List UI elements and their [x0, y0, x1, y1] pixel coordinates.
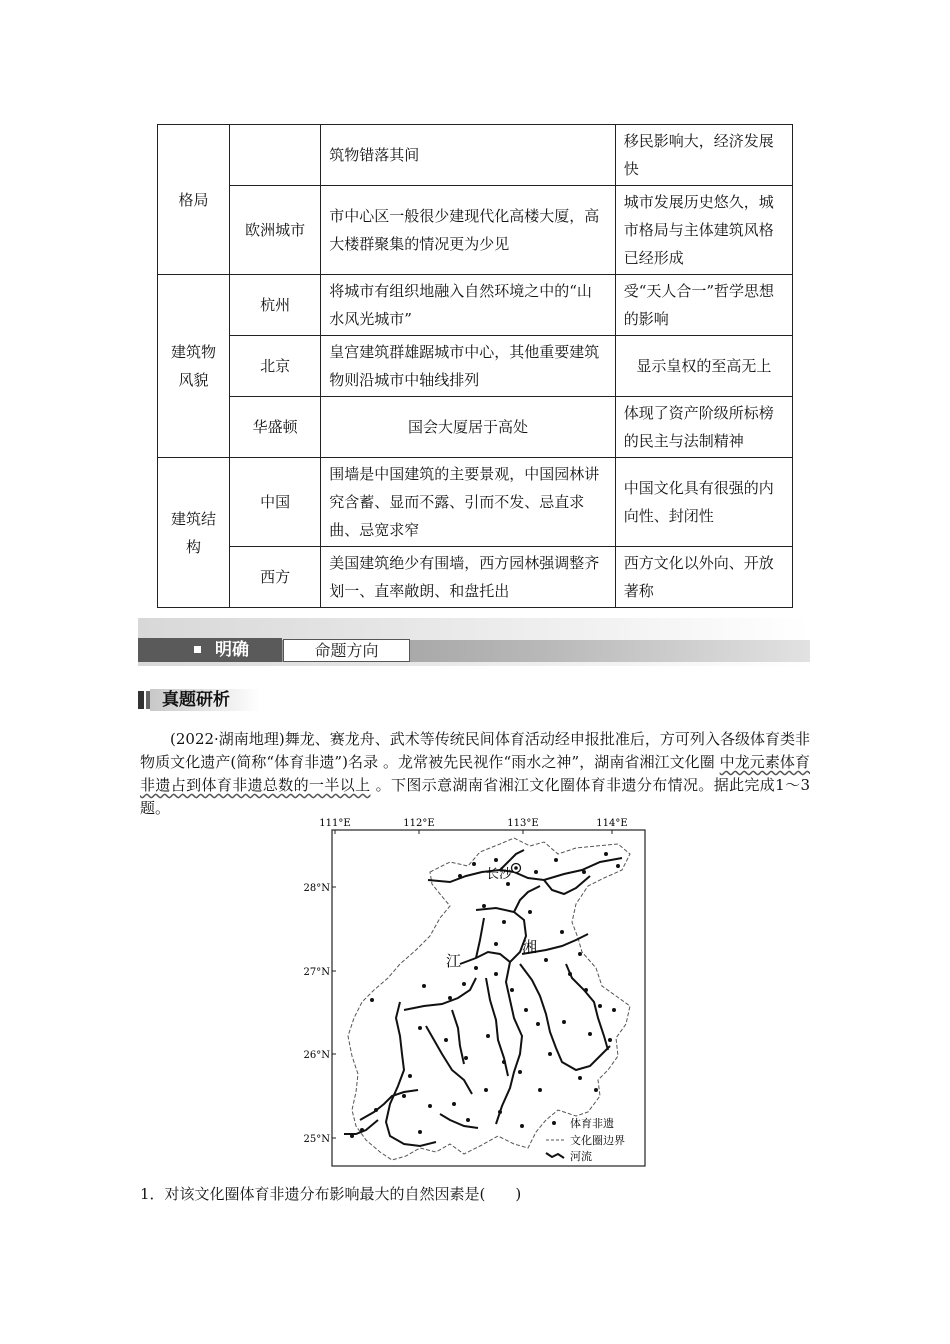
lat-label: 26°N — [303, 1050, 330, 1061]
lon-label: 114°E — [596, 818, 628, 829]
subject-cell: 杭州 — [230, 275, 321, 336]
lon-label: 111°E — [319, 818, 351, 829]
svg-text:河流: 河流 — [570, 1150, 592, 1163]
reason-cell: 移民影响大，经济发展快 — [615, 125, 792, 186]
city-label: 长沙 — [486, 867, 513, 882]
distribution-map — [300, 814, 650, 1170]
section-banner — [138, 618, 810, 666]
category-cell: 建筑结构 — [158, 458, 230, 608]
banner-label-right: 命题方向 — [283, 639, 410, 662]
question-1: 1．对该文化圈体育非遗分布影响最大的自然因素是( ) — [140, 1185, 522, 1203]
table-row — [158, 458, 793, 547]
svg-text:体育非遗: 体育非遗 — [570, 1117, 614, 1130]
question-intro: (2022·湖南地理)舞龙、赛龙舟、武术等传统民间体育活动经申报批准后，方可列入各级体育类非物质文化遗产(简称“体育非遗”)名录 。龙常被先民视作“雨水之神”，湖南省湘江文化圈 中龙元素体育非遗占到体育非遗总数的一半以上 。下图示意湖南省湘江文化圈体育非遗分布情况。据此完成1～3题。 — [140, 730, 810, 817]
lon-label: 112°E — [403, 818, 435, 829]
reason-cell: 体现了资产阶级所标榜的民主与法制精神 — [615, 397, 792, 458]
lon-label: 113°E — [507, 818, 539, 829]
subject-cell: 欧洲城市 — [230, 186, 321, 275]
subject-cell: 西方 — [230, 547, 321, 608]
reason-cell: 中国文化具有很强的内向性、封闭性 — [615, 458, 792, 547]
subject-cell: 北京 — [230, 336, 321, 397]
table-row — [158, 125, 793, 186]
subject-cell: 中国 — [230, 458, 321, 547]
table-row — [158, 397, 793, 458]
reason-cell: 城市发展历史悠久，城市格局与主体建筑风格已经形成 — [615, 186, 792, 275]
lat-label: 27°N — [303, 967, 330, 978]
feature-cell: 围墙是中国建筑的主要景观，中国园林讲究含蓄、显而不露、引而不发、忌直求曲、忌宽求窄 — [321, 458, 615, 547]
feature-cell: 皇宫建筑群雄踞城市中心，其他重要建筑物则沿城市中轴线排列 — [321, 336, 615, 397]
river-label: 湘 — [522, 938, 538, 956]
reason-cell: 受“天人合一”哲学思想的影响 — [615, 275, 792, 336]
feature-cell: 市中心区一般很少建现代化高楼大厦，高大楼群聚集的情况更为少见 — [321, 186, 615, 275]
lat-label: 28°N — [303, 883, 330, 894]
category-cell: 建筑物风貌 — [158, 275, 230, 458]
heading-bar-icon — [138, 691, 144, 709]
legend-dot-icon — [552, 1121, 556, 1125]
feature-cell: 美国建筑绝少有围墙，西方园林强调整齐划一、直率敞朗、和盘托出 — [321, 547, 615, 608]
table-row — [158, 547, 793, 608]
subject-cell: 华盛顿 — [230, 397, 321, 458]
section-heading: 真题研析 — [138, 687, 258, 713]
subject-cell — [230, 125, 321, 186]
svg-text:文化圈边界: 文化圈边界 — [570, 1134, 625, 1147]
table-row — [158, 275, 793, 336]
category-cell: 格局 — [158, 125, 230, 275]
square-bullet-icon — [194, 646, 201, 653]
table-row — [158, 186, 793, 275]
reason-cell: 西方文化以外向、开放著称 — [615, 547, 792, 608]
table-row — [158, 336, 793, 397]
comparison-table — [157, 124, 793, 608]
river-label: 江 — [446, 952, 462, 970]
reason-cell: 显示皇权的至高无上 — [615, 336, 792, 397]
lat-label: 25°N — [303, 1134, 330, 1145]
banner-label-left: 明确 — [138, 638, 282, 662]
feature-cell: 国会大厦居于高处 — [321, 397, 615, 458]
feature-cell: 将城市有组织地融入自然环境之中的“山水风光城市” — [321, 275, 615, 336]
feature-cell: 筑物错落其间 — [321, 125, 615, 186]
